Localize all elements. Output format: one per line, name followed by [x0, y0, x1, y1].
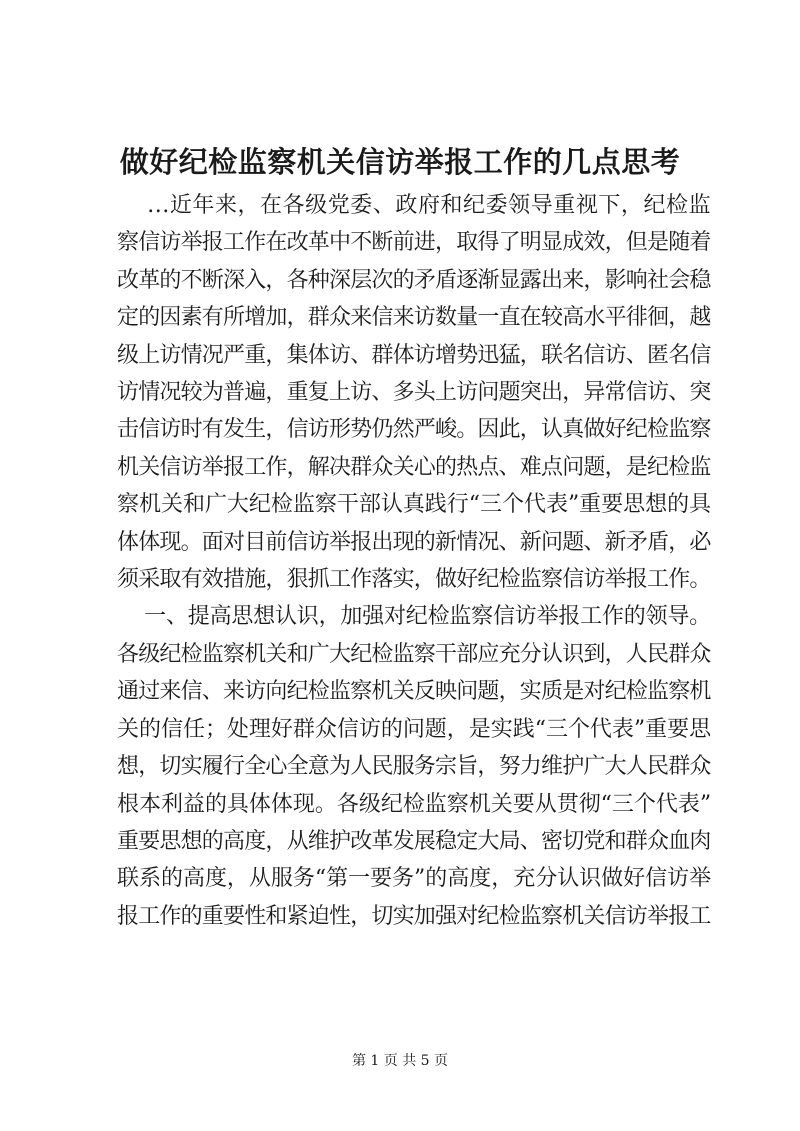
text-line: 级上访情况严重，集体访、群体访增势迅猛，联名信访、匿名信: [117, 342, 711, 368]
text-line: 击信访时有发生，信访形势仍然严峻。因此，认真做好纪检监察: [117, 417, 711, 443]
text-line: 想，切实履行全心全意为人民服务宗旨，努力维护广大人民群众: [117, 754, 711, 780]
text-line: 报工作的重要性和紧迫性，切实加强对纪检监察机关信访举报工: [117, 903, 711, 929]
page-footer: 第 1 页 共 5 页: [351, 1053, 449, 1069]
text-line: 一、提高思想认识，加强对纪检监察信访举报工作的领导。: [117, 604, 711, 630]
text-line: 定的因素有所增加，群众来信来访数量一直在较高水平徘徊，越: [117, 305, 711, 331]
text-line: 各级纪检监察机关和广大纪检监察干部应充分认识到，人民群众: [117, 641, 711, 667]
text-line: 关的信任；处理好群众信访的问题，是实践“三个代表”重要思: [117, 716, 712, 742]
text-line: 机关信访举报工作，解决群众关心的热点、难点问题，是纪检监: [117, 454, 711, 480]
document-title: 做好纪检监察机关信访举报工作的几点思考: [119, 145, 681, 179]
text-line: ...近年来，在各级党委、政府和纪委领导重视下，纪检监: [117, 193, 712, 218]
text-line: 察信访举报工作在改革中不断前进，取得了明显成效，但是随着: [117, 230, 711, 256]
text-line: 察机关和广大纪检监察干部认真践行“三个代表”重要思想的具: [117, 492, 712, 518]
text-line: 体体现。面对目前信访举报出现的新情况、新问题、新矛盾，必: [117, 529, 711, 555]
text-line: 重要思想的高度，从维护改革发展稳定大局、密切党和群众血肉: [117, 828, 711, 854]
document-body: [117, 187, 711, 935]
text-line: 根本利益的具体体现。各级纪检监察机关要从贯彻“三个代表”: [117, 791, 712, 817]
text-line: 访情况较为普遍，重复上访、多头上访问题突出，异常信访、突: [117, 380, 711, 406]
text-line: 改革的不断深入，各种深层次的矛盾逐渐显露出来，影响社会稳: [117, 267, 711, 293]
text-line: 联系的高度，从服务“第一要务”的高度，充分认识做好信访举: [117, 866, 712, 892]
text-line: 须采取有效措施，狠抓工作落实，做好纪检监察信访举报工作。: [117, 567, 711, 593]
paragraph-intro: [117, 187, 711, 598]
paragraph-section-one: [117, 598, 711, 935]
text-line: 通过来信、来访向纪检监察机关反映问题，实质是对纪检监察机: [117, 679, 711, 705]
